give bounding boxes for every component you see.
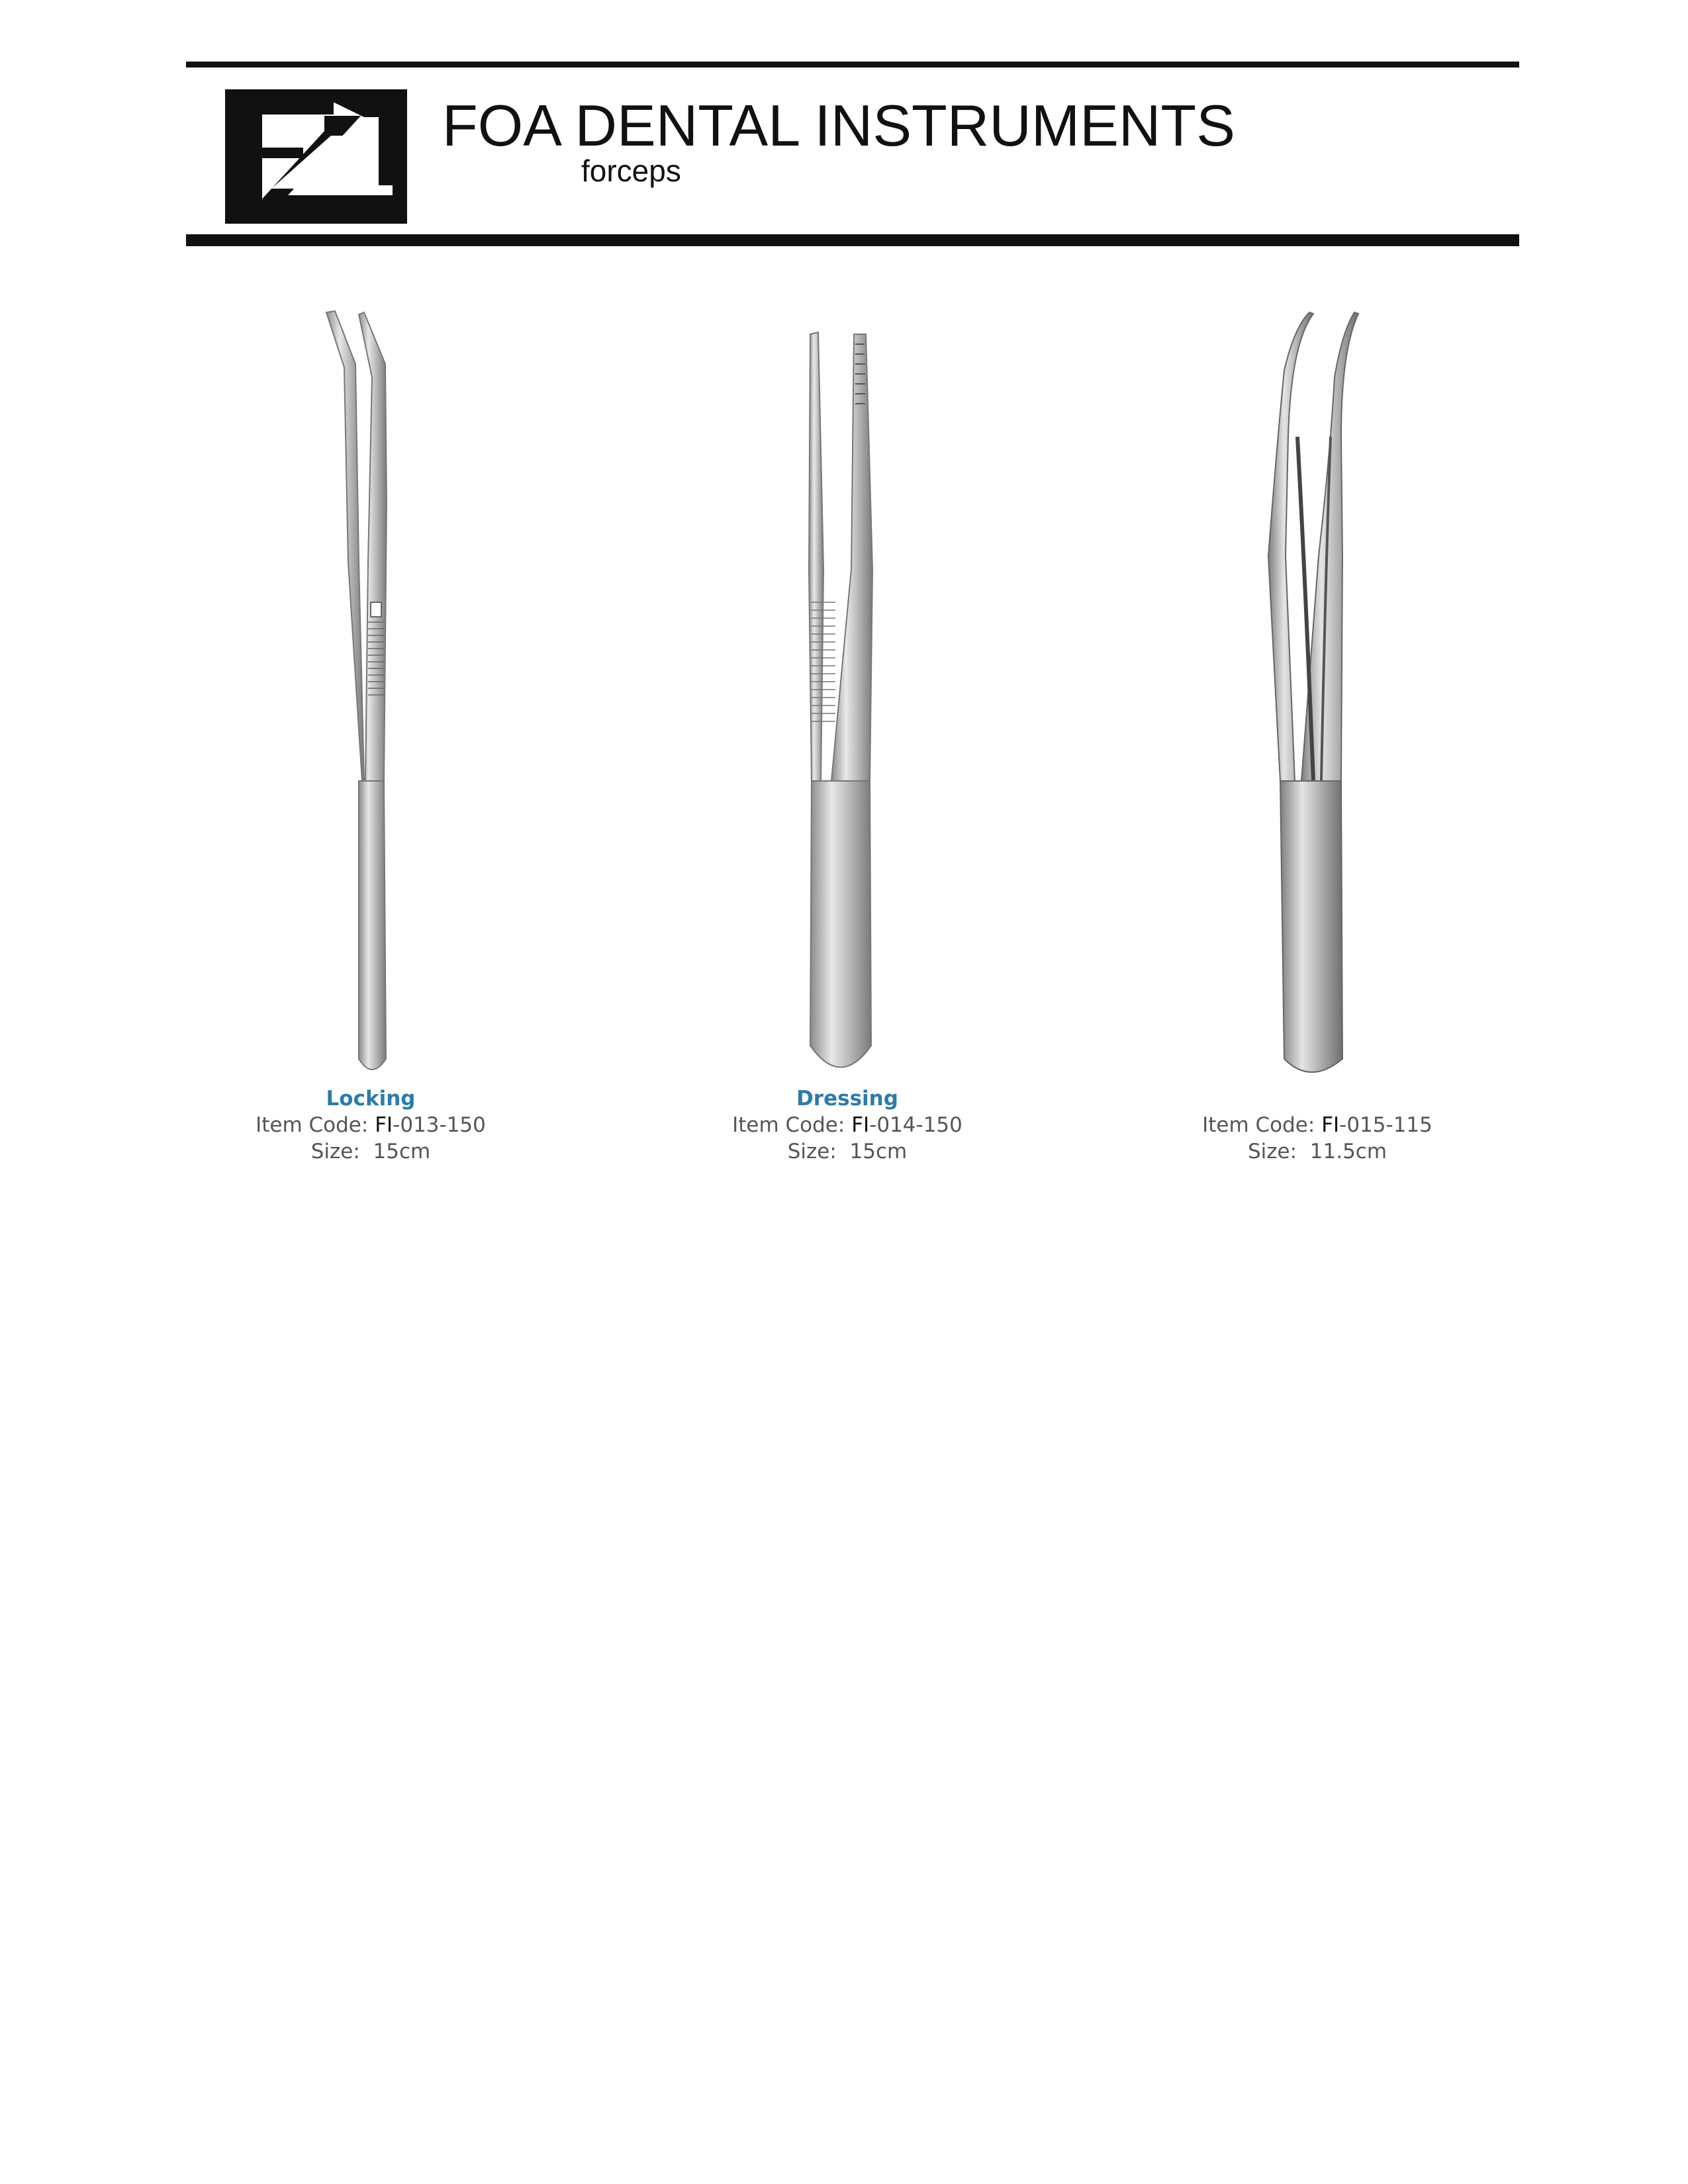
category-subtitle: forceps bbox=[581, 154, 681, 188]
item-size bbox=[185, 1138, 556, 1165]
item-code bbox=[185, 1112, 556, 1138]
item-code-number: -013-150 bbox=[393, 1113, 486, 1137]
product-name: Dressing bbox=[796, 1087, 898, 1111]
item-code-prefix: FI bbox=[851, 1113, 870, 1137]
item-size bbox=[1132, 1138, 1503, 1165]
item-code bbox=[1132, 1112, 1503, 1138]
header-top-rule bbox=[186, 62, 1519, 68]
item-code-label: Item Code: bbox=[1202, 1113, 1315, 1137]
item-code-number: -014-150 bbox=[869, 1113, 962, 1137]
item-code-prefix: FI bbox=[375, 1113, 393, 1137]
product-card bbox=[185, 304, 556, 1165]
product-details bbox=[662, 1085, 1033, 1165]
item-code-prefix: FI bbox=[1321, 1113, 1340, 1137]
item-code-label: Item Code: bbox=[732, 1113, 845, 1137]
item-size bbox=[662, 1138, 1033, 1165]
curved-tweezers-icon bbox=[1132, 304, 1503, 1085]
product-details bbox=[185, 1085, 556, 1165]
item-size-label: Size: bbox=[310, 1140, 360, 1163]
fs-logo-icon bbox=[225, 89, 407, 224]
item-code bbox=[662, 1112, 1033, 1138]
item-code-number: -015-115 bbox=[1339, 1113, 1432, 1137]
item-code-label: Item Code: bbox=[256, 1113, 369, 1137]
item-size-label: Size: bbox=[1247, 1140, 1297, 1163]
dressing-tweezers-straight-icon bbox=[662, 304, 1033, 1085]
locking-tweezers-angled-icon bbox=[185, 304, 556, 1085]
header-bottom-rule bbox=[186, 234, 1519, 246]
item-size-label: Size: bbox=[787, 1140, 837, 1163]
item-size-value: 15cm bbox=[373, 1140, 431, 1163]
item-size-value: 15cm bbox=[849, 1140, 908, 1163]
brand-title: FOA DENTAL INSTRUMENTS bbox=[442, 93, 1235, 158]
product-details bbox=[1132, 1085, 1503, 1165]
product-card bbox=[1132, 304, 1503, 1165]
product-name bbox=[1132, 1085, 1503, 1112]
item-size-value: 11.5cm bbox=[1309, 1140, 1387, 1163]
product-name: Locking bbox=[326, 1087, 416, 1111]
product-card bbox=[662, 304, 1033, 1165]
